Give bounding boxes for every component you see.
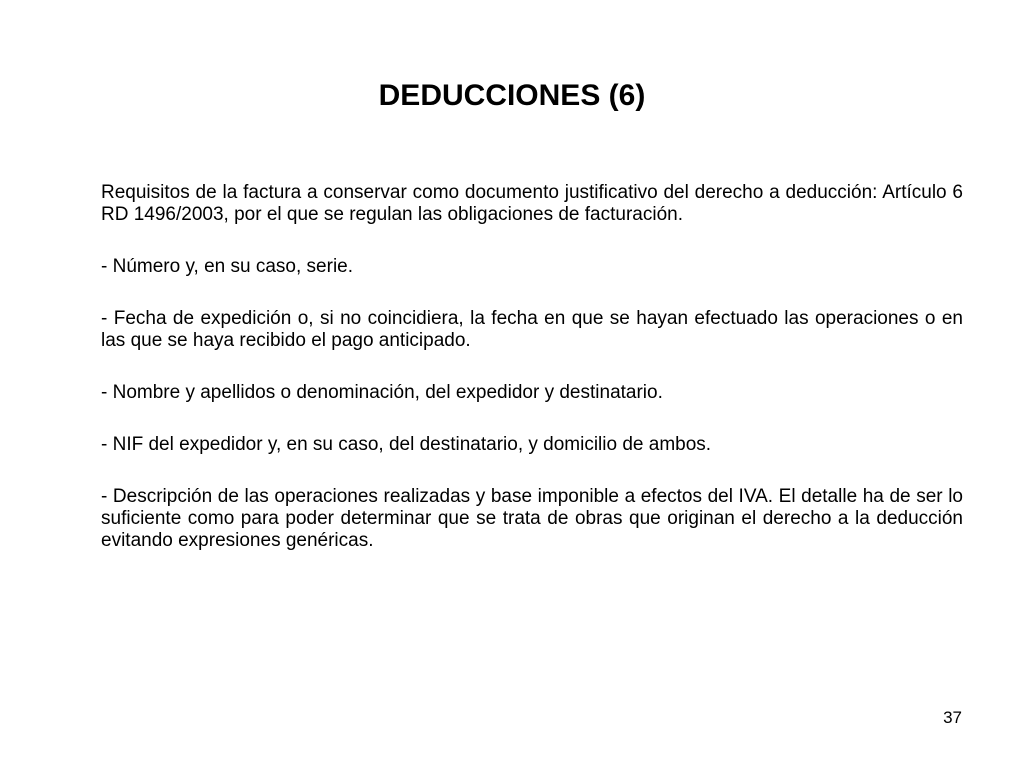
slide-body bbox=[101, 182, 963, 582]
requirement-item-numero: - Número y, en su caso, serie. bbox=[101, 256, 354, 277]
intro-paragraph: Requisitos de la factura a conservar como documento justificativo del derecho a deducción: Artículo 6 RD 1496/2003, por el que se regulan las obligaciones de facturación. bbox=[101, 182, 963, 225]
requirement-item-nif: - NIF del expedidor y, en su caso, del destinatario, y domicilio de ambos. bbox=[101, 434, 712, 455]
page-number: 37 bbox=[943, 708, 962, 727]
requirement-item-descripcion: - Descripción de las operaciones realizadas y base imponible a efectos del IVA. El detalle ha de ser lo suficiente como para poder determinar que se trata de obras que originan el derecho a la deducción evitando expresiones genéricas. bbox=[101, 486, 963, 551]
requirement-item-nombre: - Nombre y apellidos o denominación, del expedidor y destinatario. bbox=[101, 382, 663, 403]
requirement-item-fecha: - Fecha de expedición o, si no coincidiera, la fecha en que se hayan efectuado las operaciones o en las que se haya recibido el pago anticipado. bbox=[101, 308, 963, 351]
slide-title: DEDUCCIONES (6) bbox=[378, 79, 646, 112]
